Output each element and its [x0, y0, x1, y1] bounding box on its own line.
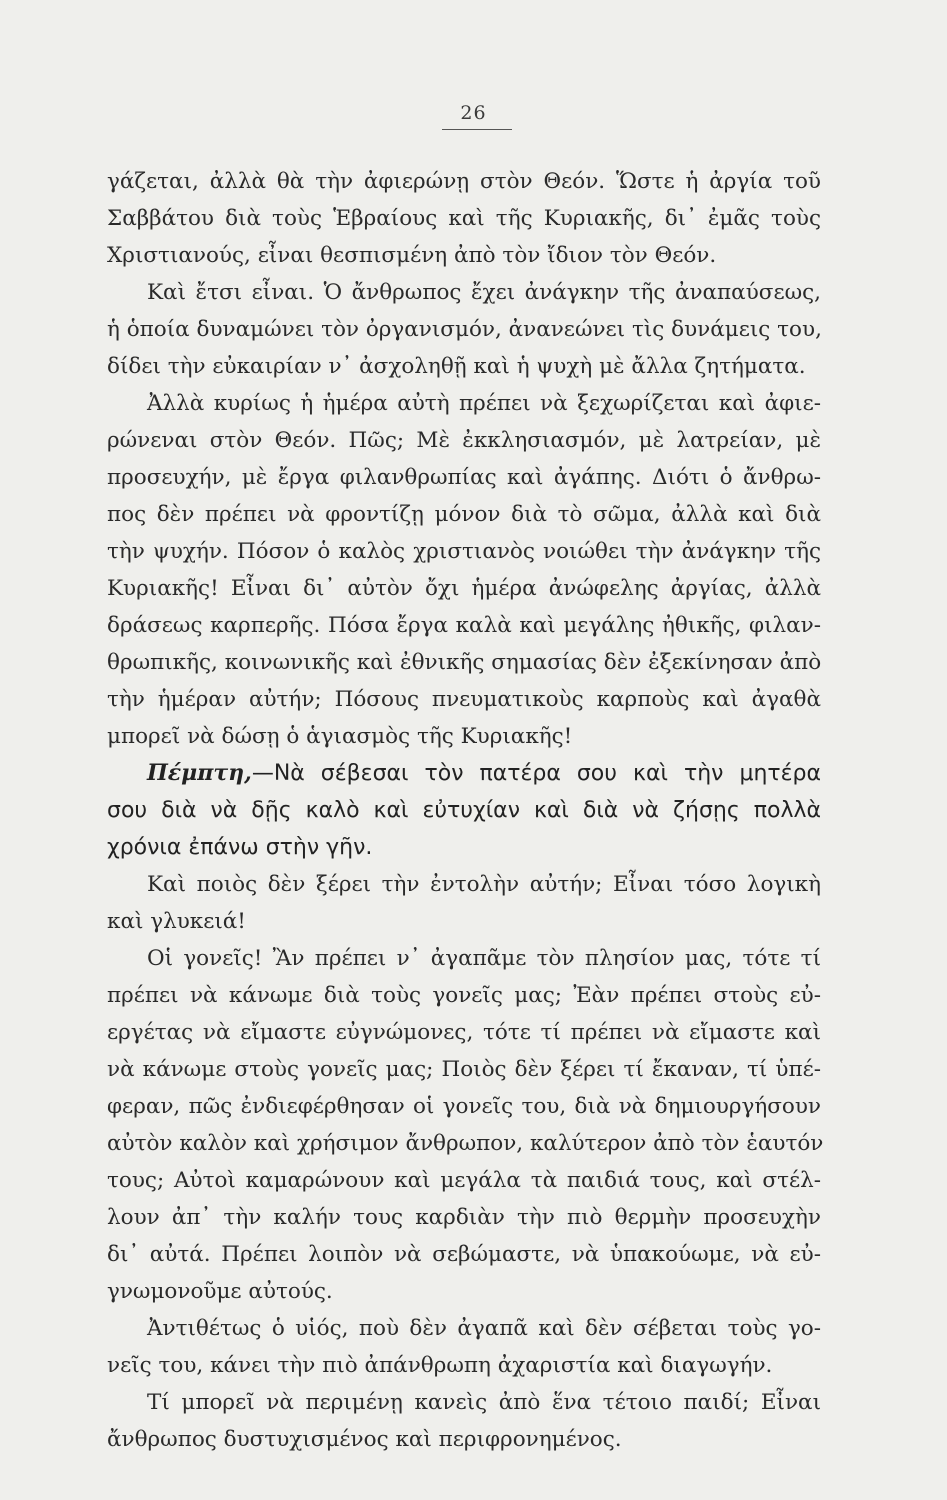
text-line: Ἀλλὰ κυρίως ἡ ἡμέρα αὐτὴ πρέπει νὰ ξεχωρίζεται καὶ ἀφιε-: [147, 391, 821, 416]
body-text: [107, 163, 824, 1458]
text-line: λουν ἀπ᾽ τὴν καλήν τους καρδιὰν τὴν πιὸ θερμὴν προσευχὴν: [107, 1205, 821, 1230]
text-line: γάζεται, ἀλλὰ θὰ τὴν ἀφιερώνῃ στὸν Θεόν. Ὥστε ἡ ἀργία τοῦ: [107, 169, 821, 194]
text-line: Σαββάτου διὰ τοὺς Ἑβραίους καὶ τῆς Κυριακῆς, δι᾽ ἐμᾶς τοὺς: [107, 206, 821, 231]
text-line: πος δὲν πρέπει νὰ φροντίζῃ μόνον διὰ τὸ σῶμα, ἀλλὰ καὶ διὰ: [107, 502, 821, 527]
text-line: τους; Αὐτοὶ καμαρώνουν καὶ μεγάλα τὰ παιδιά τους, καὶ στέλ-: [107, 1168, 821, 1193]
text-line: Καὶ ποιὸς δὲν ξέρει τὴν ἐντολὴν αὐτήν; Εἶναι τόσο λογικὴ: [147, 872, 821, 897]
weekday-label: Πέμπτη,: [147, 760, 252, 786]
text-line: τὴν ἡμέραν αὐτήν; Πόσους πνευματικοὺς καρποὺς καὶ ἀγαθὰ: [107, 687, 821, 712]
text-line: Τί μπορεῖ νὰ περιμένῃ κανεὶς ἀπὸ ἕνα τέτοιο παιδί; Εἶναι: [147, 1390, 821, 1415]
text-line: αὐτὸν καλὸν καὶ χρήσιμον ἄνθρωπον, καλύτερον ἀπὸ τὸν ἑαυτόν: [107, 1131, 824, 1156]
text-line: Οἱ γονεῖς! Ἂν πρέπει ν᾽ ἀγαπᾶμε τὸν πλησίον μας, τότε τί: [147, 946, 821, 971]
text-line: προσευχήν, μὲ ἔργα φιλανθρωπίας καὶ ἀγάπης. Διότι ὁ ἄνθρω-: [107, 465, 821, 490]
text-line: γνωμονοῦμε αὐτούς.: [107, 1279, 333, 1304]
text-line: καὶ γλυκειά!: [107, 909, 246, 934]
text-line: νεῖς του, κάνει τὴν πιὸ ἀπάνθρωπη ἀχαριστία καὶ διαγωγήν.: [107, 1353, 773, 1378]
text-line: χρόνια ἐπάνω στὴν γῆν.: [107, 835, 373, 860]
page-number: 26: [460, 102, 487, 124]
text-line: ρώνεναι στὸν Θεόν. Πῶς; Μὲ ἐκκλησιασμόν, μὲ λατρείαν, μὲ: [107, 428, 821, 453]
text-line: ἄνθρωπος δυστυχισμένος καὶ περιφρονημένος.: [107, 1427, 622, 1452]
text-line: θρωπικῆς, κοινωνικῆς καὶ ἐθνικῆς σημασίας δὲν ἐξεκίνησαν ἀπὸ: [107, 650, 822, 675]
text-line: τὴν ψυχήν. Πόσον ὁ καλὸς χριστιανὸς νοιώθει τὴν ἀνάγκην τῆς: [107, 539, 821, 564]
text-line: Κυριακῆς! Εἶναι δι᾽ αὐτὸν ὄχι ἡμέρα ἀνώφελης ἀργίας, ἀλλὰ: [107, 576, 821, 601]
text-line: Χριστιανούς, εἶναι θεσπισμένη ἀπὸ τὸν ἴδιον τὸν Θεόν.: [107, 243, 717, 268]
text-line: Ἀντιθέτως ὁ υἱός, ποὺ δὲν ἀγαπᾶ καὶ δὲν σέβεται τοὺς γο-: [147, 1316, 821, 1341]
text-line: νὰ κάνωμε στοὺς γονεῖς μας; Ποιὸς δὲν ξέρει τί ἔκαναν, τί ὑπέ-: [107, 1057, 821, 1082]
text-line: φεραν, πῶς ἐνδιεφέρθησαν οἱ γονεῖς του, διὰ νὰ δημιουργήσουν: [107, 1094, 821, 1119]
commandment-line: [107, 755, 821, 792]
text-line: δίδει τὴν εὐκαιρίαν ν᾽ ἀσχοληθῇ καὶ ἡ ψυχὴ μὲ ἄλλα ζητήματα.: [107, 354, 806, 379]
text-line: δράσεως καρπερῆς. Πόσα ἔργα καλὰ καὶ μεγάλης ἠθικῆς, φιλαν-: [107, 613, 821, 638]
commandment-text: —Νὰ σέβεσαι τὸν πατέρα σου καὶ τὴν μητέρα: [251, 761, 821, 786]
text-line: δι᾽ αὐτά. Πρέπει λοιπὸν νὰ σεβώμαστε, νὰ ὑπακούωμε, νὰ εὐ-: [107, 1242, 821, 1267]
text-line: μπορεῖ νὰ δώσῃ ὁ ἁγιασμὸς τῆς Κυριακῆς!: [107, 724, 573, 749]
text-line: Καὶ ἔτσι εἶναι. Ὁ ἄνθρωπος ἔχει ἀνάγκην τῆς ἀναπαύσεως,: [147, 280, 821, 305]
page-number-rule: [442, 129, 512, 130]
text-line: ἡ ὁποία δυναμώνει τὸν ὀργανισμόν, ἀνανεώνει τὶς δυνάμεις του,: [107, 317, 822, 342]
text-line: σου διὰ νὰ δῇς καλὸ καὶ εὐτυχίαν καὶ διὰ νὰ ζήσῃς πολλὰ: [107, 798, 821, 823]
text-line: πρέπει νὰ κάνωμε διὰ τοὺς γονεῖς μας; Ἐὰν πρέπει στοὺς εὐ-: [107, 983, 821, 1008]
text-line: εργέτας νὰ εἴμαστε εὐγνώμονες, τότε τί πρέπει νὰ εἴμαστε καὶ: [107, 1020, 821, 1045]
